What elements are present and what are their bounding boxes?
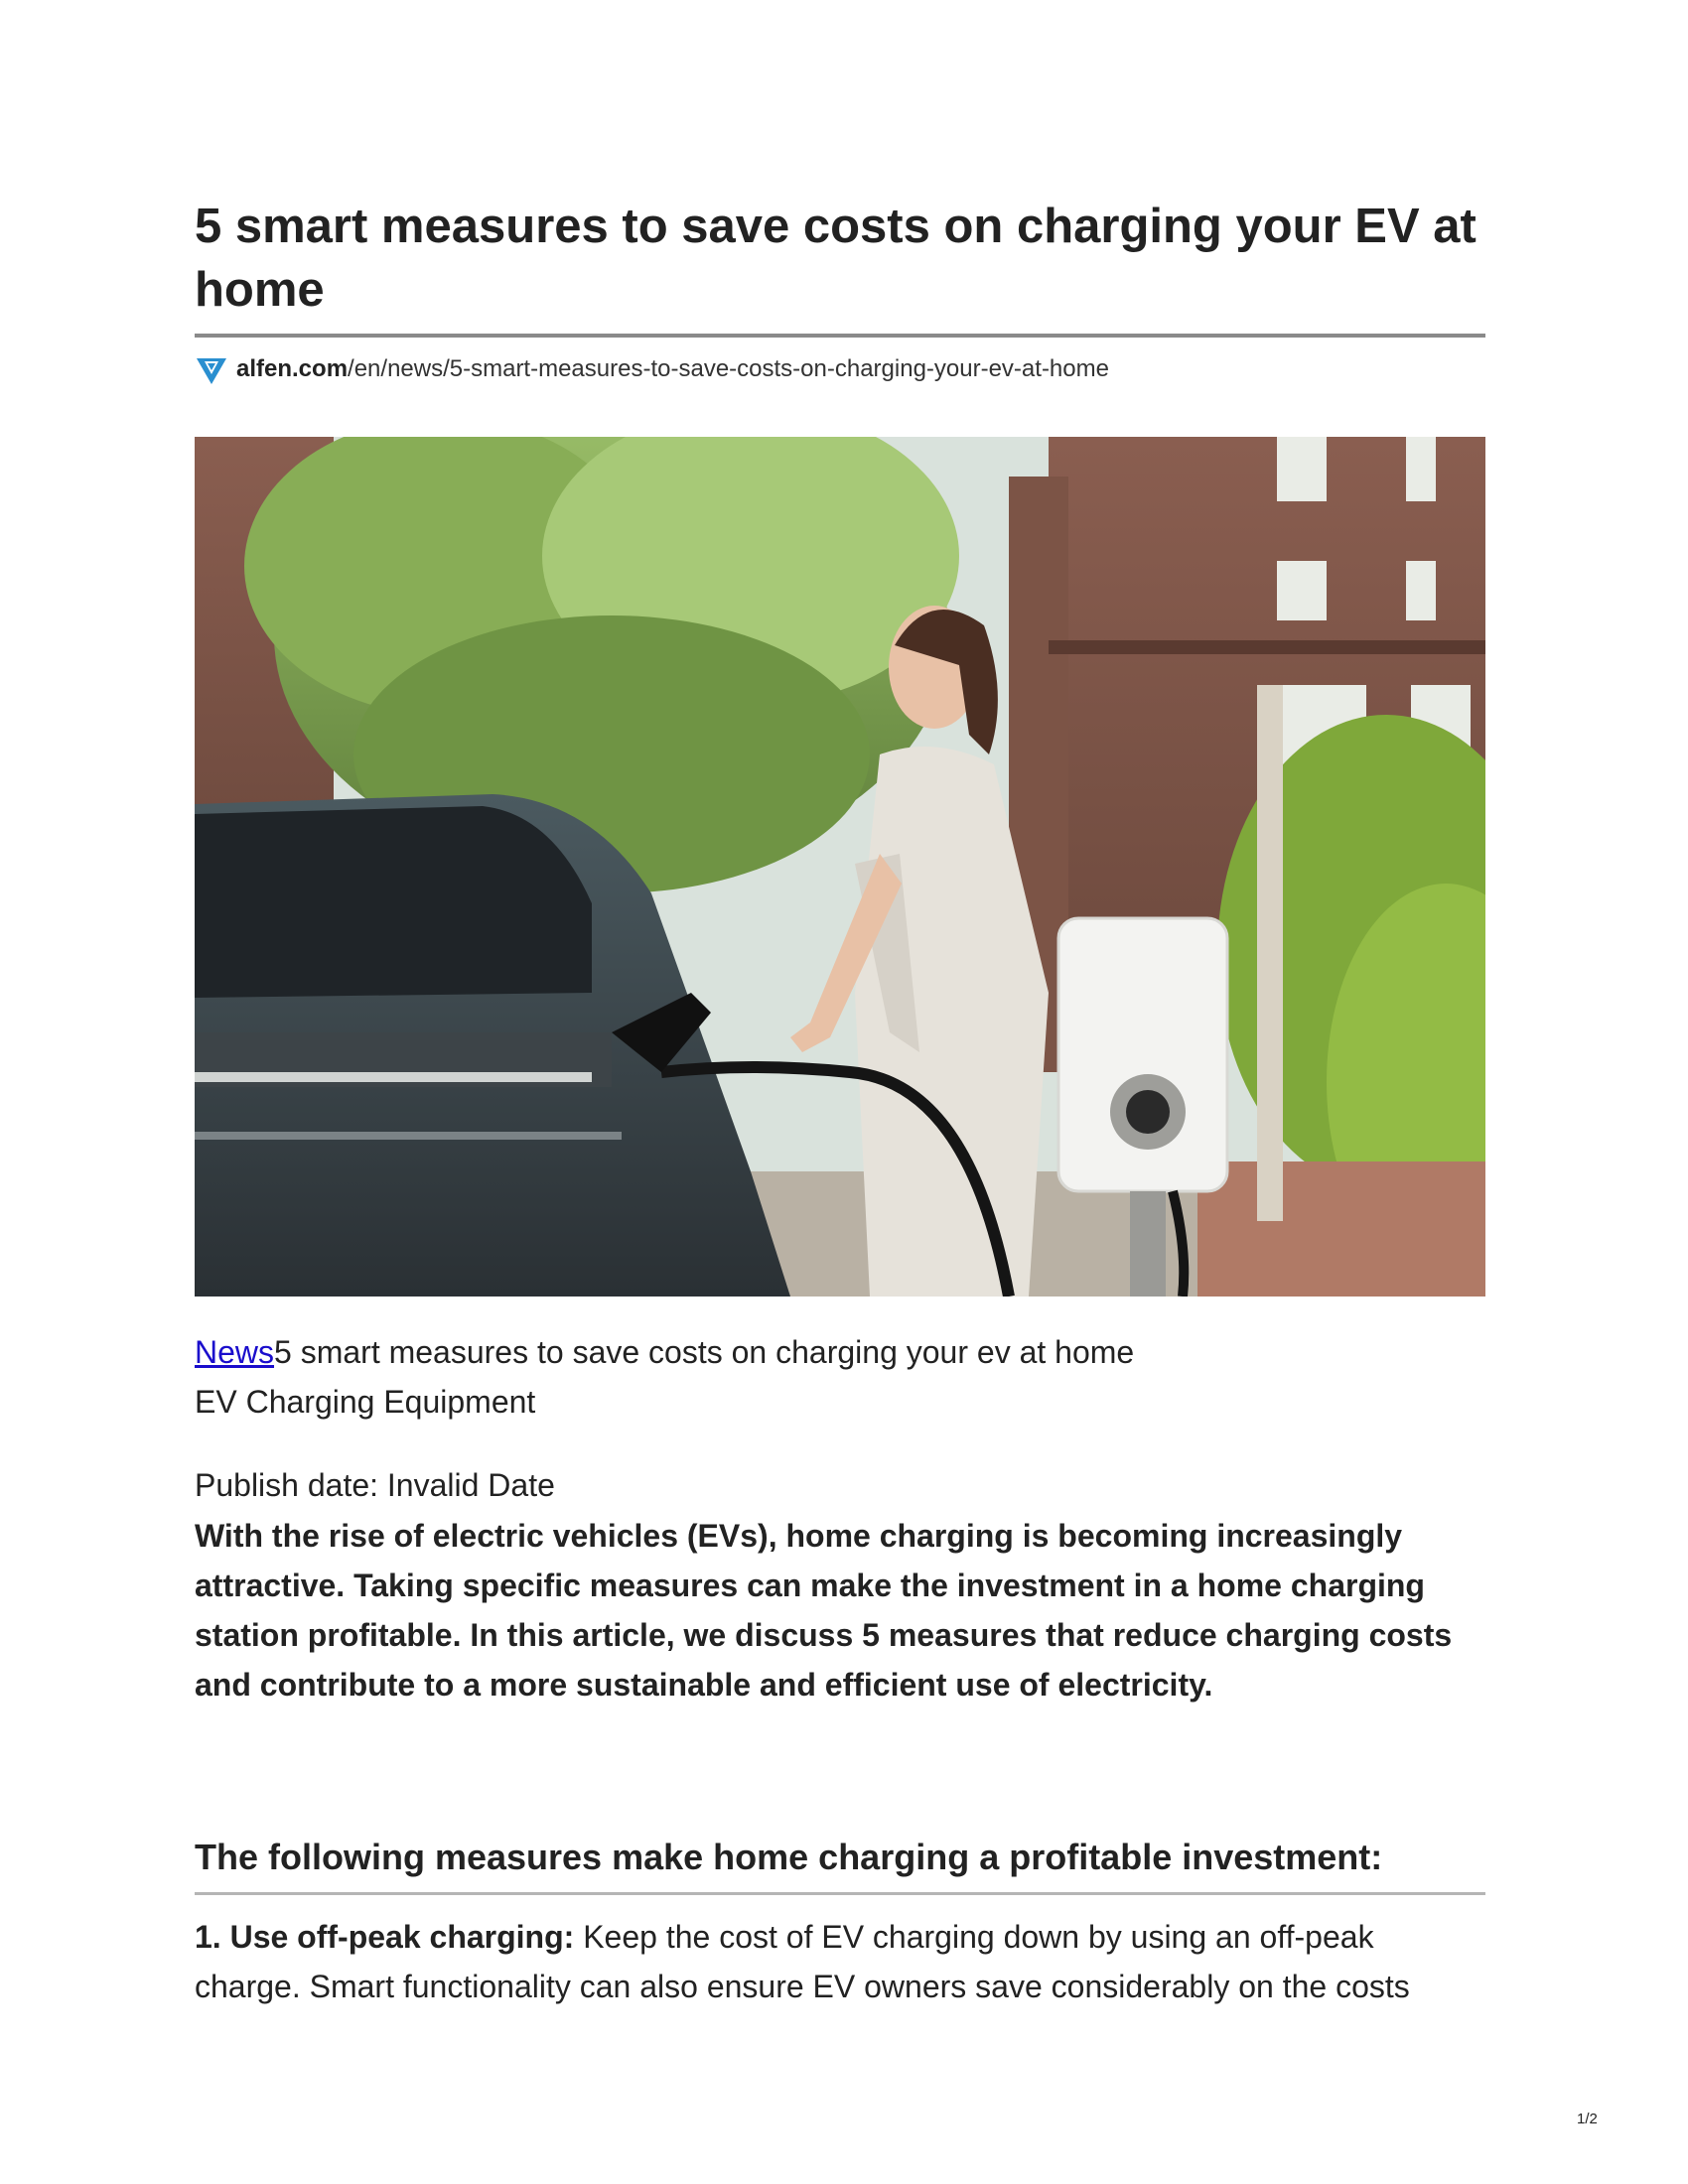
hero-photo-woman-charging-ev bbox=[195, 437, 1485, 1297]
breadcrumb-news-link[interactable]: News bbox=[195, 1334, 275, 1370]
measure-item-1 bbox=[195, 1912, 1485, 2011]
measure-item-1-label: 1. Use off-peak charging: bbox=[195, 1919, 575, 1955]
title-divider bbox=[195, 334, 1485, 338]
article-lead: With the rise of electric vehicles (EVs), home charging is becoming increasingly attractive. Taking specific measures can make the investment in a home charging station profitable. In this article, we discuss 5 measures that reduce charging costs and contribute to a more sustainable and efficient use of electricity. bbox=[195, 1518, 1453, 1703]
alfen-logo-icon bbox=[195, 352, 228, 386]
section-divider bbox=[195, 1892, 1485, 1895]
breadcrumb-current: 5 smart measures to save costs on charging your ev at home bbox=[274, 1334, 1135, 1370]
publish-date: Publish date: Invalid Date bbox=[195, 1467, 555, 1503]
source-path: /en/news/5-smart-measures-to-save-costs-on-charging-your-ev-at-home bbox=[348, 355, 1109, 382]
measure-item-1-text: Keep the cost of EV charging down by using an off-peak charge. Smart functionality can also ensure EV owners save considerably on the costs bbox=[195, 1919, 1410, 2004]
source-url[interactable] bbox=[195, 352, 1109, 386]
hero-image bbox=[195, 437, 1485, 1297]
source-domain: alfen.com bbox=[236, 355, 349, 382]
page-number: 1/2 bbox=[1577, 2111, 1598, 2127]
breadcrumb bbox=[195, 1330, 1134, 1374]
article-category: EV Charging Equipment bbox=[195, 1384, 536, 1420]
article-title: 5 smart measures to save costs on charging your EV at home bbox=[195, 200, 1477, 317]
section-heading: The following measures make home charging a profitable investment: bbox=[195, 1837, 1383, 1877]
